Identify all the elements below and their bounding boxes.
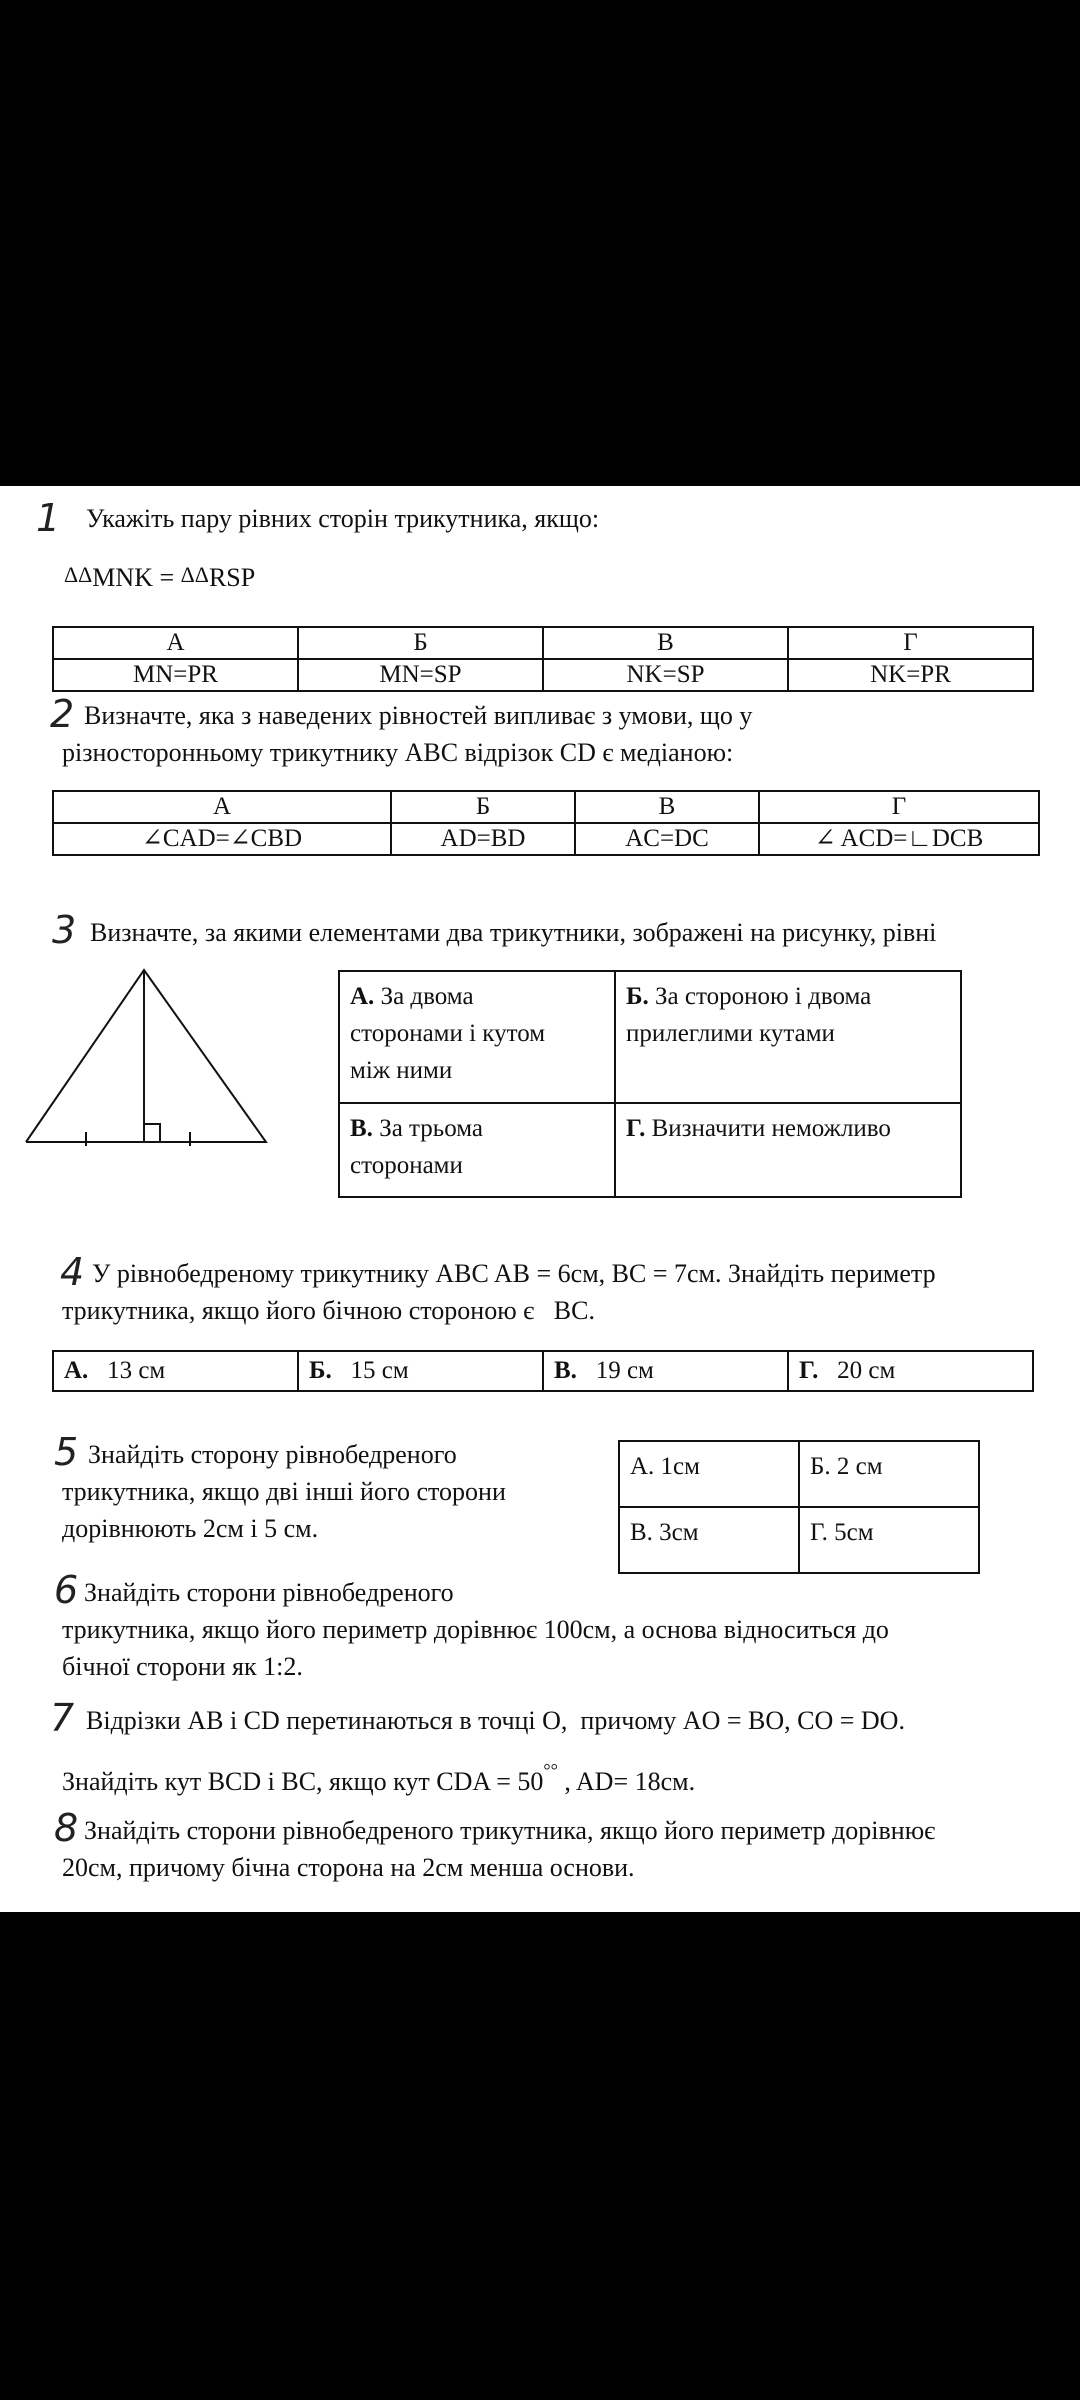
q2-answer-a: ∠CAD=∠CBD (53, 823, 391, 855)
q2-answer-table (52, 790, 1040, 856)
triangle-outline (26, 970, 266, 1142)
q6-line2: трикутника, якщо його периметр дорівнює 100см, а основа відноситься до (62, 1615, 889, 1644)
right-angle-mark (144, 1124, 160, 1142)
q1-answer-a: MN=PR (53, 659, 298, 691)
q5-option-g: Г. 5см (799, 1507, 979, 1573)
q4-option-g: Г. 20 см (788, 1351, 1033, 1391)
q1-answer-v: NK=SP (543, 659, 788, 691)
q4-option-a: А. 13 см (53, 1351, 298, 1391)
q1-answer-table (52, 626, 1034, 692)
q5-line1: Знайдіть сторону рівнобедреного (88, 1440, 457, 1469)
q1-formula: ΔΔMNK = ΔΔRSP (64, 562, 256, 592)
q1-header-g: Г (788, 627, 1033, 659)
q4-option-v: В. 19 см (543, 1351, 788, 1391)
q2-header-g: Г (759, 791, 1039, 823)
q1-answer-g: NK=PR (788, 659, 1033, 691)
q3-option-v: В. За трьома сторонами (339, 1103, 615, 1197)
q3-option-g: Г. Визначити неможливо (615, 1103, 961, 1197)
q7-line1: Відрізки AB і CD перетинаються в точці O, причому AO = BO, CO = DO. (86, 1706, 905, 1735)
q2-line1: Визначте, яка з наведених рівностей випливає з умови, що у (84, 701, 753, 730)
q4-line2: трикутника, якщо його бічною стороною є BC. (62, 1296, 595, 1325)
q6-line1: Знайдіть сторони рівнобедреного (84, 1578, 454, 1607)
two-triangles-figure (20, 966, 280, 1146)
q4-line1: У рівнобедреному трикутнику ABC AB = 6см, BC = 7см. Знайдіть периметр (92, 1259, 936, 1288)
q4-options-table (52, 1350, 1034, 1392)
q5-option-b: Б. 2 см (799, 1441, 979, 1507)
q8-line1: Знайдіть сторони рівнобедреного трикутника, якщо його периметр дорівнює (84, 1816, 936, 1845)
q3-options-table (338, 970, 962, 1198)
q3-number: 3 (52, 908, 77, 952)
q3-option-a: А. За двома сторонами і кутом між ними (339, 971, 615, 1103)
q3-option-b: Б. За стороною і двома прилеглими кутами (615, 971, 961, 1103)
q5-line3: дорівнюють 2см і 5 см. (62, 1514, 319, 1543)
q2-answer-g: ∠ ACD=∟DCB (759, 823, 1039, 855)
q1-header-v: В (543, 627, 788, 659)
q6-line3: бічної сторони як 1:2. (62, 1652, 303, 1681)
q1-header-a: А (53, 627, 298, 659)
q2-header-b: Б (391, 791, 575, 823)
q4-number: 4 (60, 1250, 85, 1294)
q4-option-b: Б. 15 см (298, 1351, 543, 1391)
q5-option-v: В. 3см (619, 1507, 799, 1573)
q5-option-a: А. 1см (619, 1441, 799, 1507)
q1-text: Укажіть пару рівних сторін трикутника, якщо: (86, 504, 600, 533)
q5-line2: трикутника, якщо дві інші його сторони (62, 1477, 506, 1506)
q2-line2: різносторонньому трикутнику АВС відрізок CD є медіаною: (62, 738, 734, 767)
q1-answer-b: MN=SP (298, 659, 543, 691)
q2-number: 2 (50, 692, 75, 736)
q5-options-table (618, 1440, 980, 1574)
q5-number: 5 (54, 1430, 79, 1474)
q8-number: 8 (54, 1806, 79, 1850)
q2-answer-v: AC=DC (575, 823, 759, 855)
q6-number: 6 (54, 1568, 79, 1612)
q1-header-b: Б (298, 627, 543, 659)
q2-answer-b: AD=BD (391, 823, 575, 855)
q1-number: 1 (36, 496, 61, 540)
q2-header-v: В (575, 791, 759, 823)
q8-line2: 20см, причому бічна сторона на 2см менша основи. (62, 1853, 635, 1882)
worksheet-page (0, 486, 1080, 1912)
q3-text: Визначте, за якими елементами два трикутники, зображені на рисунку, рівні (90, 918, 937, 947)
q2-header-a: А (53, 791, 391, 823)
q7-line2: Знайдіть кут BCD і BC, якщо кут CDA = 50°° , AD= 18см. (62, 1760, 696, 1796)
q7-number: 7 (50, 1696, 75, 1740)
